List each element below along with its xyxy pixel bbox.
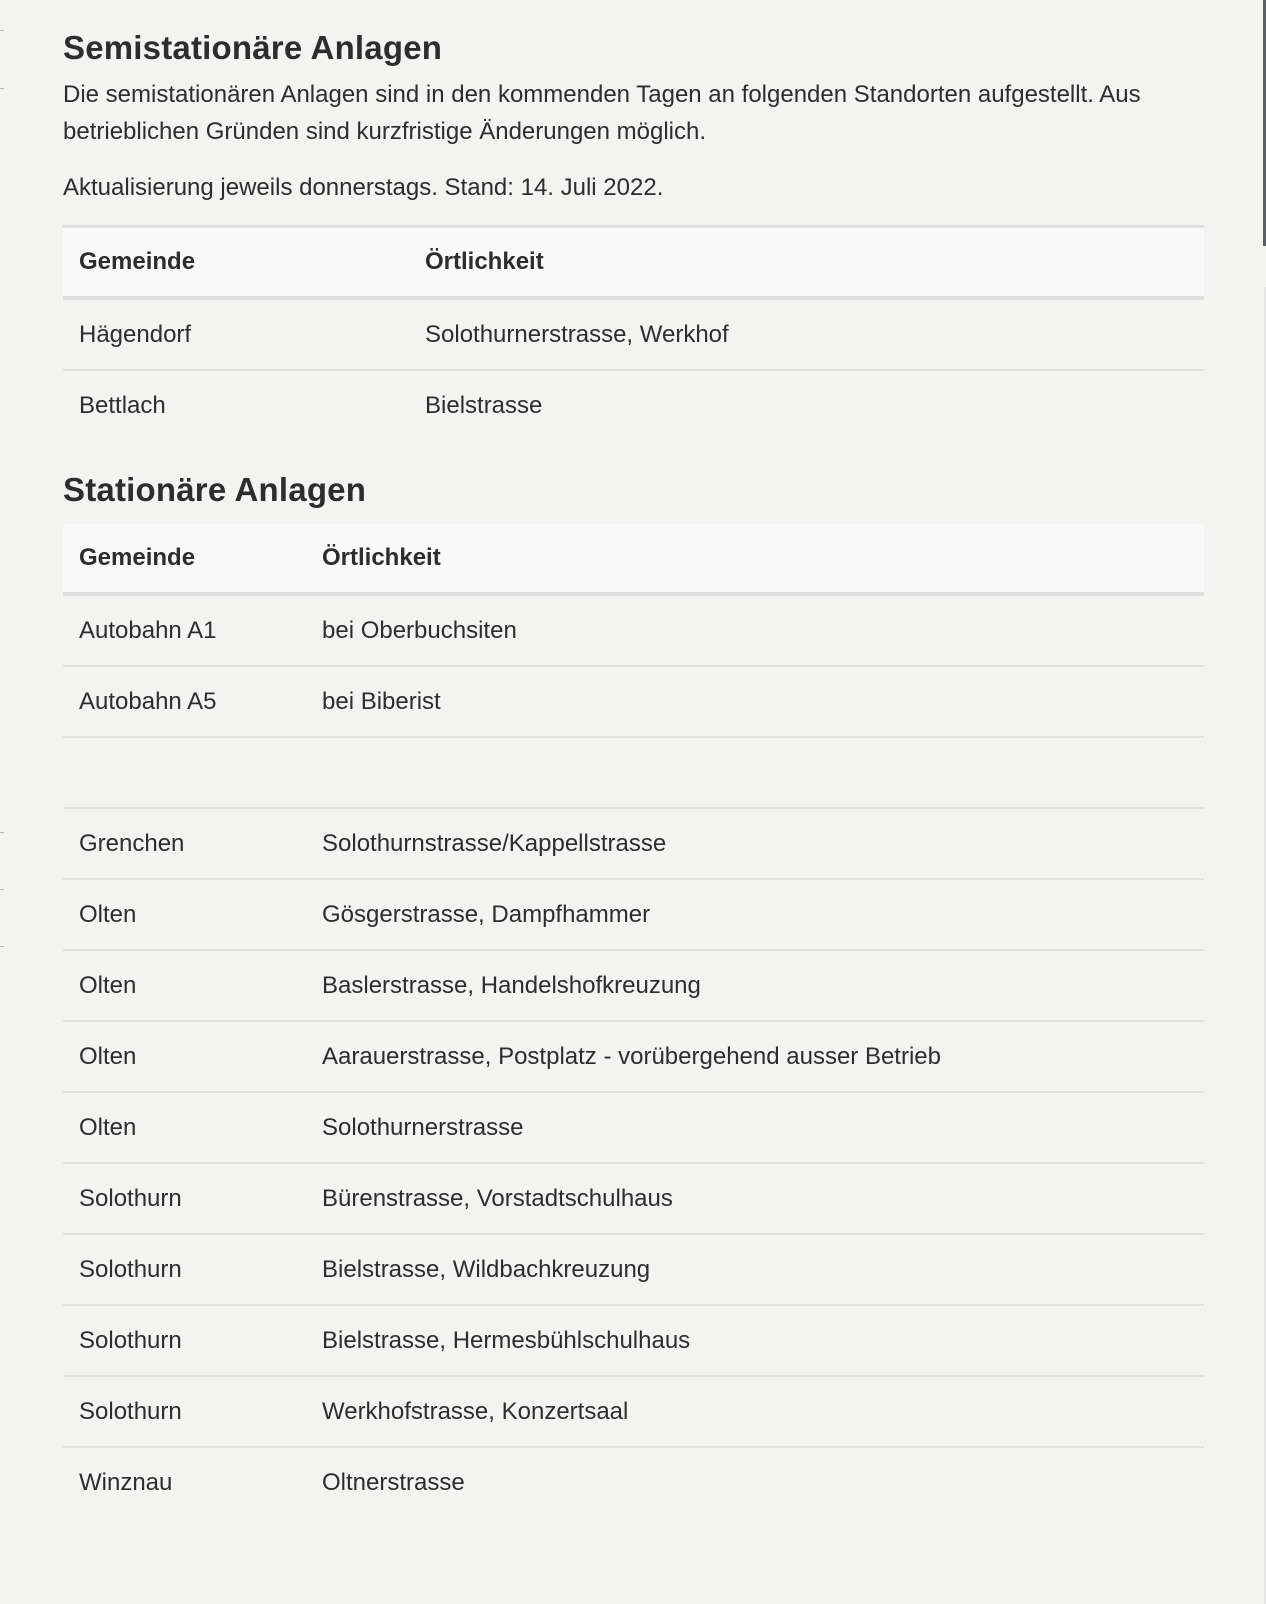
table-row (63, 950, 1204, 1021)
cell-gemeinde: Solothurn (63, 1163, 306, 1234)
table-row-empty (63, 737, 1204, 808)
margin-tick (0, 832, 4, 833)
cell-oertlichkeit: Werkhofstrasse, Konzertsaal (306, 1376, 1204, 1447)
cell-gemeinde: Solothurn (63, 1305, 306, 1376)
cell-gemeinde: Olten (63, 1021, 306, 1092)
column-header-gemeinde: Gemeinde (63, 524, 306, 594)
main-content (63, 24, 1204, 1517)
table-row (63, 1305, 1204, 1376)
table-row (63, 370, 1204, 440)
cell-oertlichkeit: Solothurnstrasse/Kappellstrasse (306, 808, 1204, 879)
cell-gemeinde: Autobahn A5 (63, 666, 306, 737)
margin-tick (0, 88, 4, 89)
table-row (63, 1021, 1204, 1092)
cell-gemeinde: Autobahn A1 (63, 594, 306, 666)
semistationaer-table (63, 225, 1204, 440)
table-row (63, 808, 1204, 879)
cell-gemeinde: Olten (63, 1092, 306, 1163)
cell-oertlichkeit: Solothurnerstrasse, Werkhof (409, 298, 1204, 370)
table-row (63, 1234, 1204, 1305)
column-header-gemeinde: Gemeinde (63, 227, 409, 299)
cell-gemeinde (63, 737, 306, 808)
cell-oertlichkeit: Bielstrasse, Wildbachkreuzung (306, 1234, 1204, 1305)
table-row (63, 1092, 1204, 1163)
table-header-row (63, 524, 1204, 594)
margin-tick (0, 946, 4, 947)
stationaer-table (63, 524, 1204, 1517)
table-row (63, 1376, 1204, 1447)
table-header-row (63, 227, 1204, 299)
margin-tick (0, 30, 4, 31)
cell-oertlichkeit: Bielstrasse (425, 391, 543, 419)
cell-oertlichkeit: Oltnerstrasse (322, 1468, 465, 1496)
cell-gemeinde: Bettlach (79, 391, 166, 419)
margin-tick (0, 889, 4, 890)
cell-gemeinde: Olten (63, 950, 306, 1021)
cell-gemeinde: Hägendorf (63, 298, 409, 370)
cell-gemeinde: Grenchen (63, 808, 306, 879)
cell-oertlichkeit: Solothurnerstrasse (306, 1092, 1204, 1163)
cell-oertlichkeit: Aarauerstrasse, Postplatz - vorübergehend ausser Betrieb (306, 1021, 1204, 1092)
cell-gemeinde: Winznau (79, 1468, 173, 1496)
column-header-oertlichkeit: Örtlichkeit (306, 524, 1204, 594)
update-note: Aktualisierung jeweils donnerstags. Stand: 14. Juli 2022. (63, 174, 664, 201)
cell-oertlichkeit: Bürenstrasse, Vorstadtschulhaus (306, 1163, 1204, 1234)
section-title-stationaer: Stationäre Anlagen (63, 471, 367, 508)
cell-gemeinde: Solothurn (63, 1234, 306, 1305)
cell-gemeinde: Solothurn (63, 1376, 306, 1447)
table-row (63, 879, 1204, 950)
cell-oertlichkeit (306, 737, 1204, 808)
cell-oertlichkeit: Bielstrasse, Hermesbühlschulhaus (306, 1305, 1204, 1376)
table-row (63, 1447, 1204, 1517)
table-row (63, 298, 1204, 370)
table-row (63, 594, 1204, 666)
cell-gemeinde: Olten (63, 879, 306, 950)
table-row (63, 666, 1204, 737)
cell-oertlichkeit: Gösgerstrasse, Dampfhammer (306, 879, 1204, 950)
cell-oertlichkeit: Baslerstrasse, Handelshofkreuzung (306, 950, 1204, 1021)
cell-oertlichkeit: bei Biberist (306, 666, 1204, 737)
table-row (63, 1163, 1204, 1234)
column-header-oertlichkeit: Örtlichkeit (409, 227, 1204, 299)
intro-text: Die semistationären Anlagen sind in den kommenden Tagen an folgenden Standorten aufgestellt. Aus betrieblichen Gründen sind kurzfristige Änderungen möglich. (63, 81, 1141, 145)
section-title-semistationaer: Semistationäre Anlagen (63, 29, 443, 66)
cell-oertlichkeit: bei Oberbuchsiten (306, 594, 1204, 666)
